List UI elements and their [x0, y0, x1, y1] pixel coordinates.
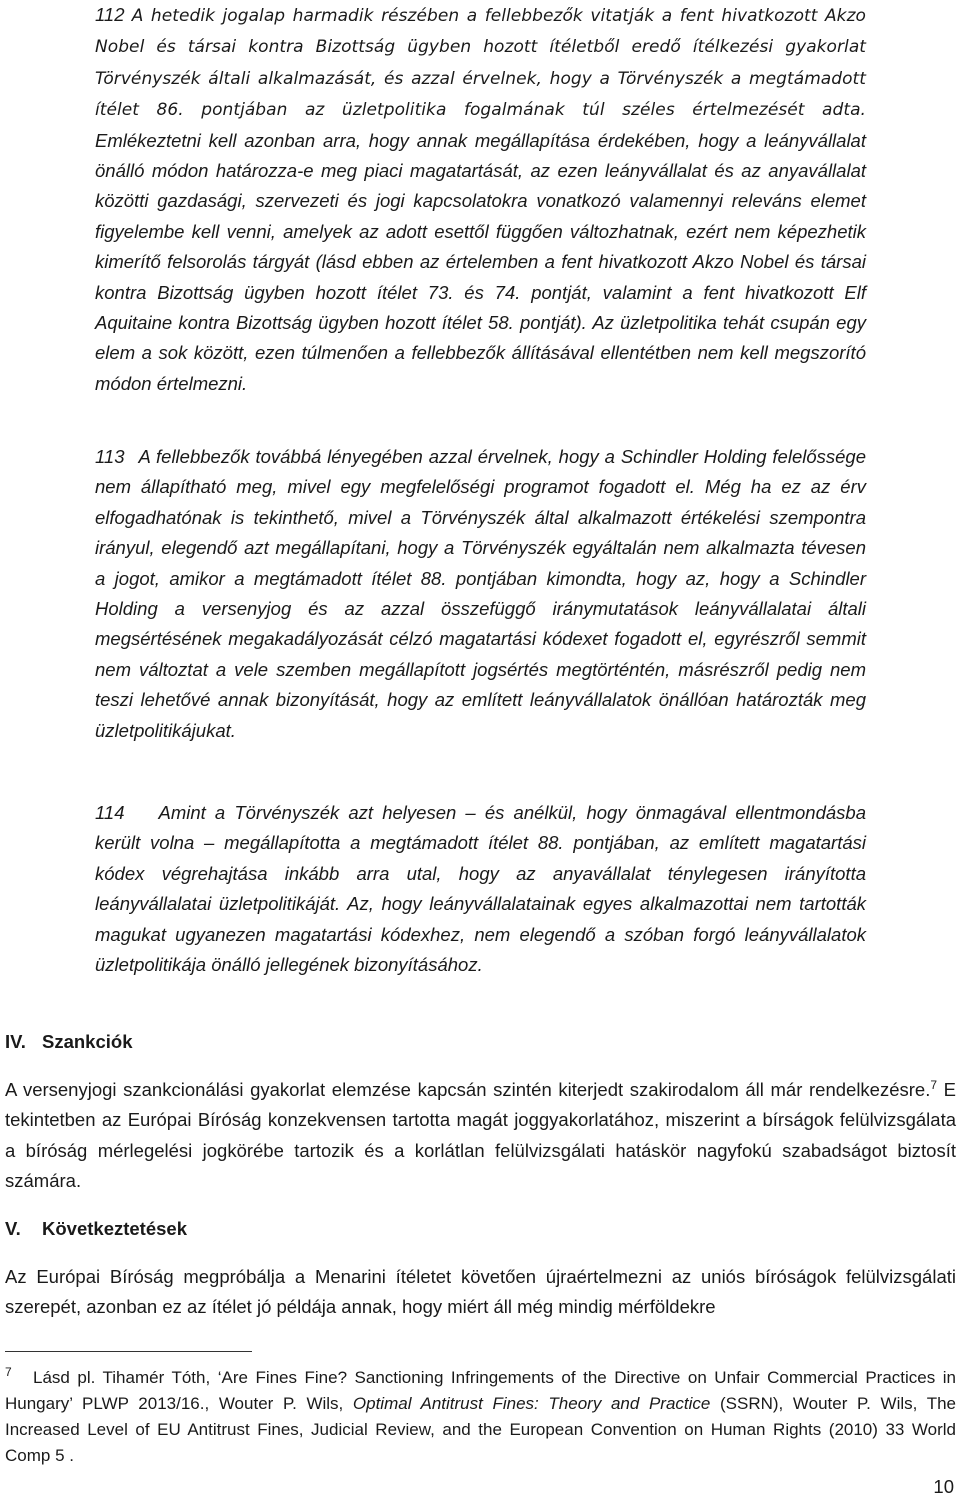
footnote-reference: 7 — [930, 1077, 938, 1092]
paragraph-112-text-part1: A hetedik jogalap harmadik részében a fellebbezők vitatják a fent hivatkozott Akzo Nobel és társai kontra Bizottság ügyben hozott ítéletből eredő ítélkezési gyakorlat Törvényszék általi alkalmazását, és azzal érvelnek, hogy a Törvényszék a megtámadott ítélet 86. pontjában az üzletpolitika fogalmának túl széles értelmezését adta. — [95, 6, 866, 121]
paragraph-112-text-part2: Emlékeztetni kell azonban arra, hogy annak megállapítása érdekében, hogy a leányvállalat önálló módon határozza-e meg piaci magatartását, az ezen leányvállalat és az anyavállalat közötti gazdasági, szervezeti és jogi kapcsolatokra vonatkozó valamennyi releváns elemet figyelembe kell venni, amelyek az adott esettől függően változhatnak, ezért nem képezhetik kimerítő felsorolás tárgyát (lásd ebben az értelemben a fent hivatkozott Akzo Nobel és társai kontra Bizottság ügyben hozott ítélet 73. és 74. pontját, valamint a fent hivatkozott Elf Aquitaine kontra Bizottság ügyben hozott ítélet 58. pontját). Az üzletpolitika tehát csupán egy elem a sok között, ezen túlmenően a fellebbezők állításával ellentétben nem kell megszorító módon értelmezni. — [95, 129, 866, 394]
paragraph-number-113: 113 — [95, 446, 125, 467]
section-v-text: Az Európai Bíróság megpróbálja a Menarini ítéletet követően újraértelmezni az uniós bíróságok felülvizsgálati szerepét, azonban ez az ítélet jó példája annak, hogy miért áll még mindig mérföldekre — [5, 1266, 956, 1318]
section-v-heading — [5, 1218, 187, 1240]
footnote-text-part1: Lásd pl. Tihamér Tóth, ‘Are Fines Fine? Sanctioning Infringements of the Directive on Unfair Commercial Practices in Hungary’ PLWP 2013/16., Wouter P. Wils, — [5, 1368, 956, 1413]
paragraph-114-text: Amint a Törvényszék azt helyesen – és anélkül, hogy önmagával ellentmondásba került volna – megállapította a megtámadott ítélet 88. pontjában, az említett magatartási kódex végrehajtása inkább arra utal, hogy az anyavállalat ténylegesen irányította leányvállalatai üzletpolitikáját. Az, hogy leányvállalatainak egyes alkalmazottai nem tartották magukat ugyanezen magatartási kódexhez, nem elegendő a szóban forgó leányvállalatok üzletpolitikája önálló jellegének bizonyításához. — [95, 802, 866, 976]
footnote: 7 Lásd pl. Tihamér Tóth, ‘Are Fines Fine? Sanctioning Infringements of the Directive on Unfair Commercial Practices in Hungary’ PLWP 2013/16., Wouter P. Wils, Optimal Antitrust Fines: Theory and Practice (SSRN), Wouter P. Wils, The Increased Level of EU Antitrust Fines, Judicial Review, and the European Convention on Human Rights (2010) 33 World Comp 5 . — [5, 1365, 956, 1465]
section-v-number: V. — [5, 1218, 21, 1239]
footnote-text-part2: (SSRN), Wouter P. Wils, The Increased Level of EU Antitrust Fines, Judicial Review, and the European Convention on Human Rights (2010) 33 World Comp 5 . — [5, 1394, 956, 1465]
section-iv-number: IV. — [5, 1031, 26, 1052]
paragraph-number-114: 114 — [95, 802, 125, 823]
paragraph-114 — [95, 798, 866, 980]
page-number: 10 — [933, 1476, 954, 1497]
section-iv-paragraph — [5, 1075, 956, 1197]
section-iv-text-before-note: A versenyjogi szankcionálási gyakorlat elemzése kapcsán szintén kiterjedt szakirodalom áll már rendelkezésre. — [5, 1079, 931, 1100]
section-v-title: Következtetések — [42, 1218, 187, 1239]
section-iv-title: Szankciók — [42, 1031, 133, 1052]
section-v-paragraph — [5, 1262, 956, 1323]
footnote-separator — [5, 1351, 252, 1352]
section-iv-heading — [5, 1031, 133, 1053]
footnote-book-title: Optimal Antitrust Fines: Theory and Practice — [352, 1394, 711, 1413]
paragraph-number-112: 112 — [95, 4, 125, 25]
paragraph-113 — [95, 442, 866, 746]
paragraph-112 — [95, 0, 866, 399]
paragraph-113-text: A fellebbezők továbbá lényegében azzal érvelnek, hogy a Schindler Holding felelőssége nem állapítható meg, mivel egy megfelelőségi programot fogadott el. Még ha ez az érv elfogadhatónak is tekinthető, mivel a Törvényszék által alkalmazott értékelési szempontra irányul, elegendő azt megállapítani, hogy a Törvényszék egyáltalán nem alkalmazta tévesen a jogot, amikor a megtámadott ítélet 88. pontjában kimondta, hogy az, hogy a Schindler Holding a versenyjog és az azzal összefüggő iránymutatások leányvállalatai általi megsértésének megakadályozását célzó magatartási kódexet fogadott el, egyrészről semmit nem változtat a vele szemben megállapított jogsértés megtörténtén, másrészről pedig nem teszi lehetővé annak bizonyítását, hogy az említett leányvállalatok önállóan határozták meg üzletpolitikájukat. — [95, 446, 866, 741]
section-iv-text-after-note: E tekintetben az Európai Bíróság konzekvensen tartotta magát joggyakorlatához, miszerint a bírságok felülvizsgálata a bíróság mérlegelési jogkörébe tartozik és a korlátlan felülvizsgálati hatáskör nagyfokú szabadságot biztosít számára. — [5, 1079, 956, 1192]
